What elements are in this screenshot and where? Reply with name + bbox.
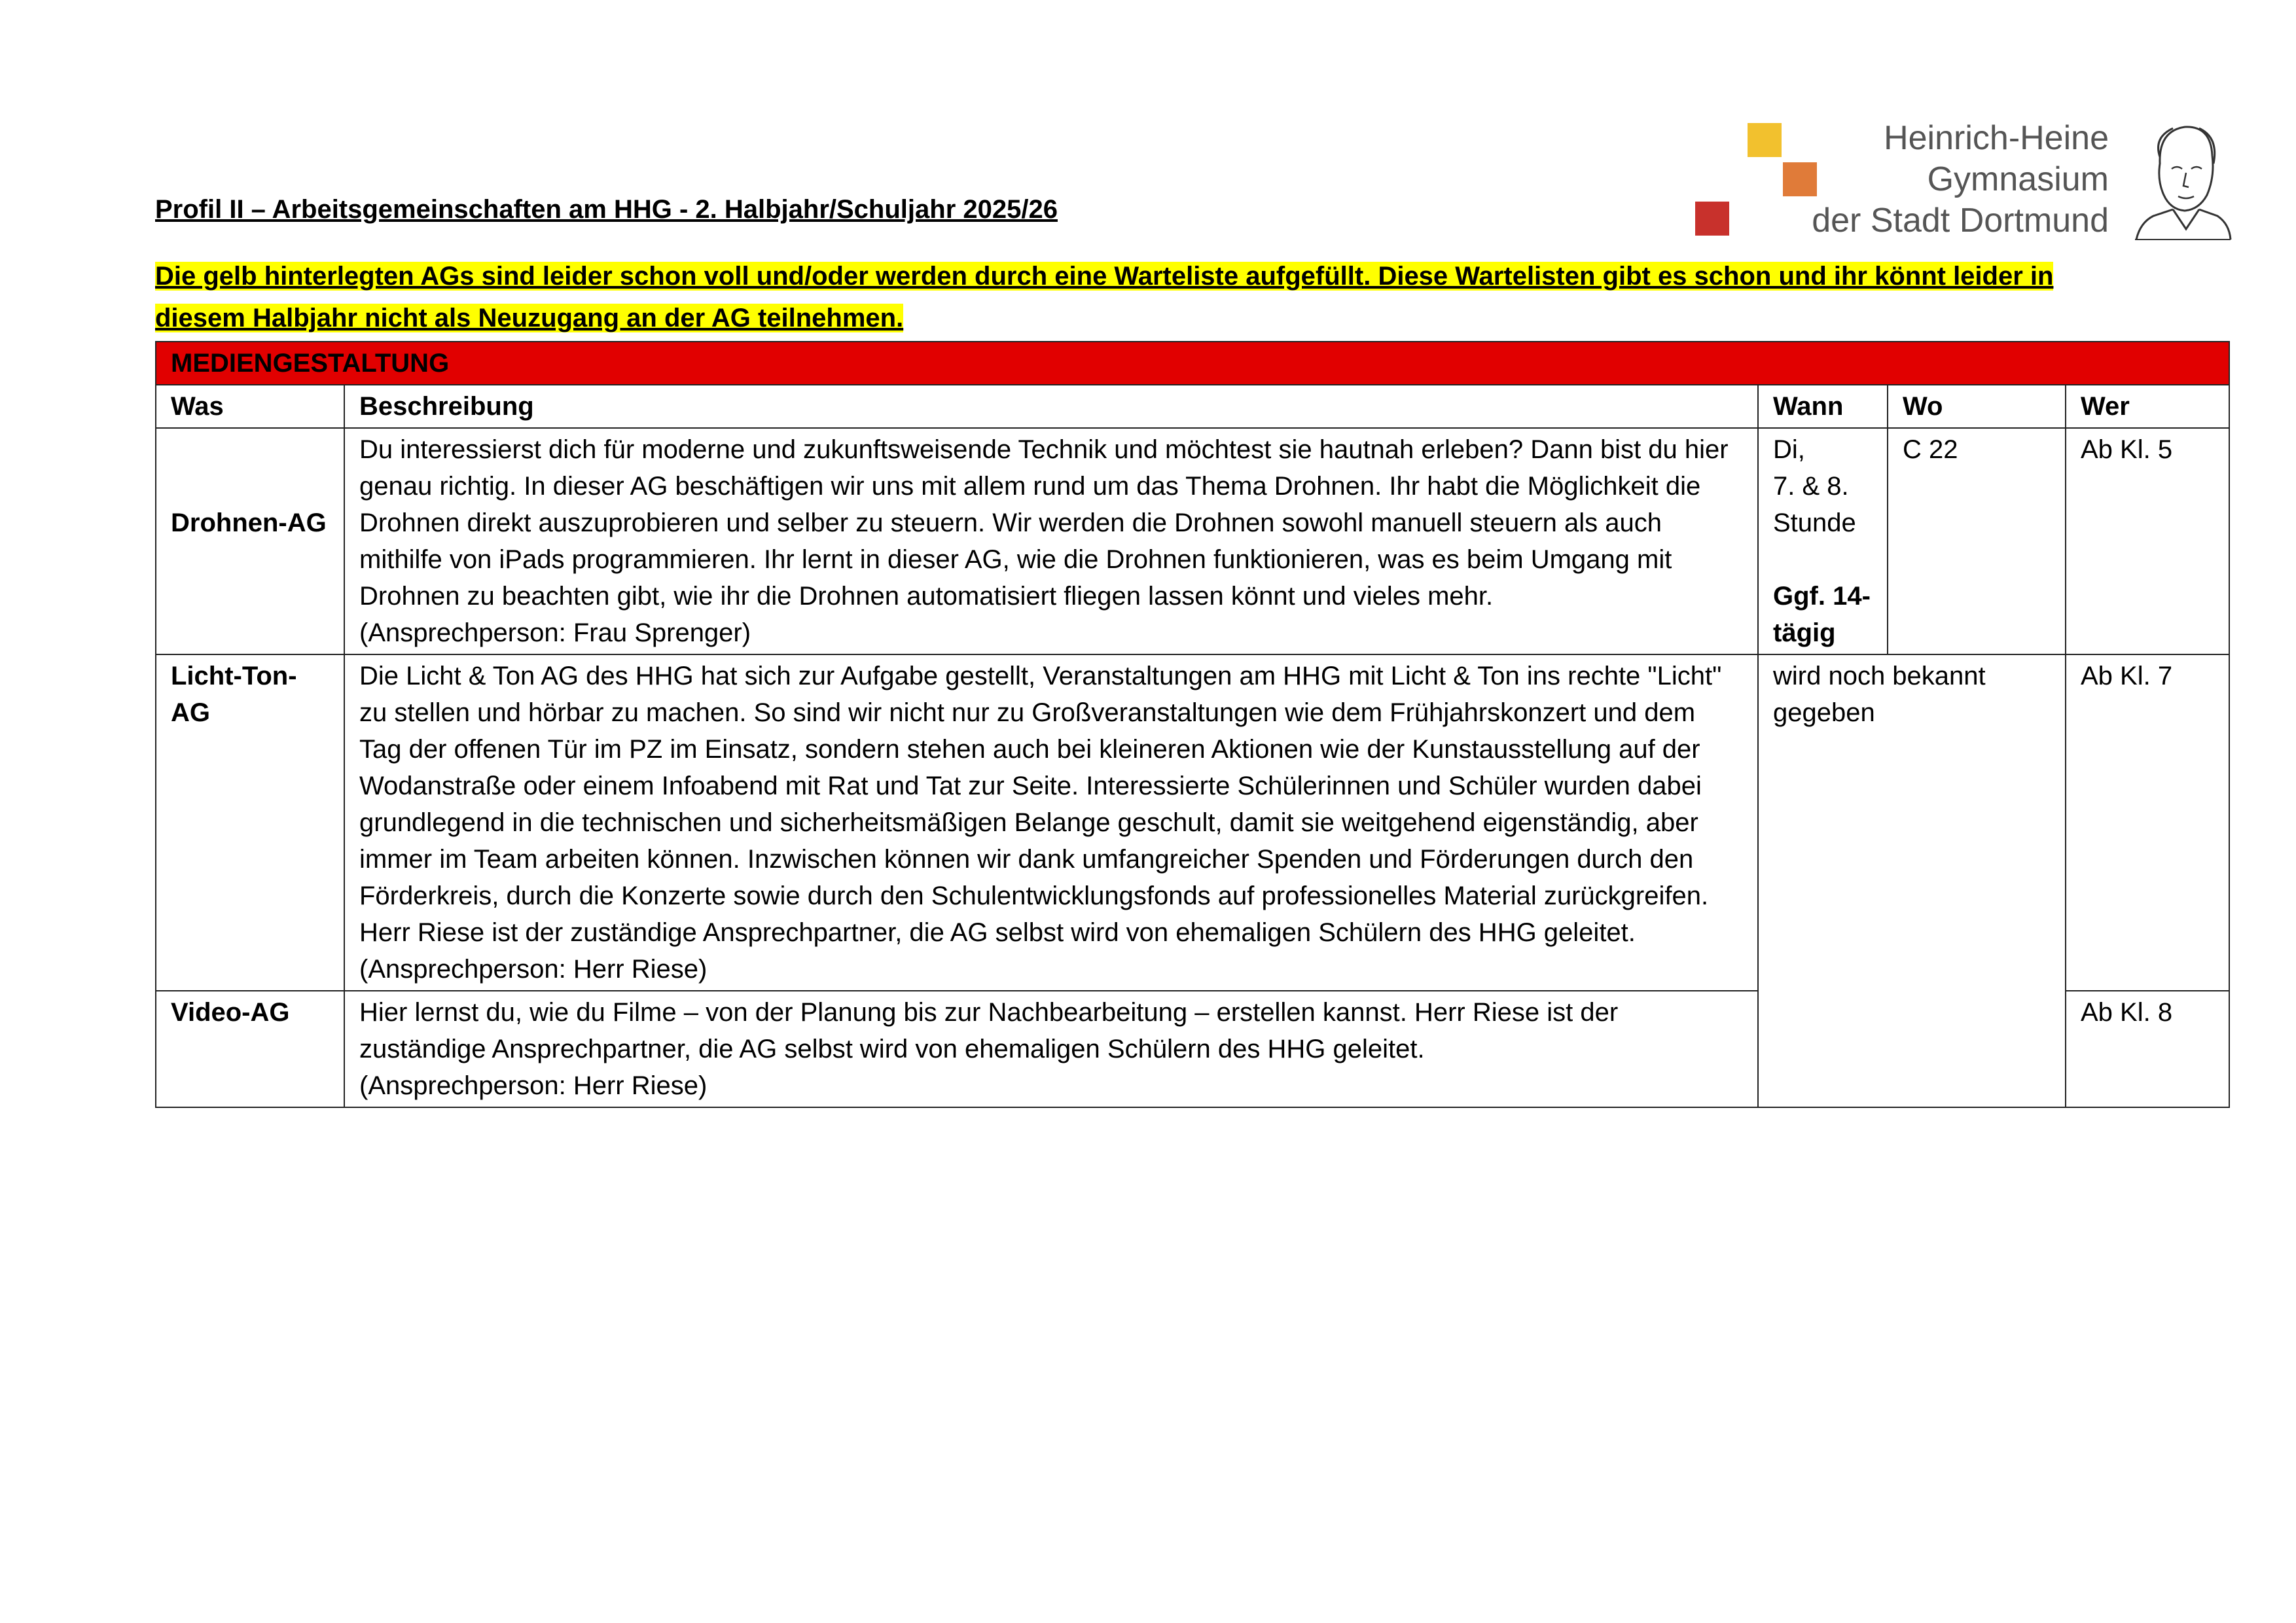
ag-wann-time: Di, 7. & 8. Stunde [1773, 435, 1856, 537]
ag-table [155, 341, 2230, 1108]
logo-line-1: Heinrich-Heine [1884, 119, 2109, 157]
column-header-row [156, 385, 2229, 428]
section-header-row [156, 342, 2229, 385]
ag-description: Hier lernst du, wie du Filme – von der Planung bis zur Nachbearbeitung – erstellen kannst. Herr Riese ist der zuständige Ansprechpartner, die AG selbst wird von ehemaligen Schülern des HHG geleitet. (Ansprechperson: Herr Riese) [344, 991, 1758, 1107]
heine-portrait-icon [2134, 118, 2232, 242]
ag-description: Die Licht & Ton AG des HHG hat sich zur Aufgabe gestellt, Veranstaltungen am HHG mit Licht & Ton ins rechte "Licht" zu stellen und hörbar zu machen. So sind wir nicht nur zu Großveranstaltungen wie dem Frühjahrskonzert und dem Tag der offenen Tür im PZ im Einsatz, sondern stehen auch bei kleineren Aktionen wie der Kunstausstellung auf der Wodanstraße oder einem Infoabend mit Rat und Tat zur Seite. Interessierte Schülerinnen und Schüler wurden dabei grundlegend in die technischen und sicherheitsmäßigen Belange geschult, damit sie weitgehend eigenständig, aber immer im Team arbeiten können. Inzwischen können wir dank umfangreicher Spenden und Förderungen durch den Förderkreis, durch die Konzerte sowie durch den Schulentwicklungsfonds auf professionelles Material zurückgreifen. Herr Riese ist der zuständige Ansprechpartner, die AG selbst wird von ehemaligen Schülern des HHG geleitet. (Ansprechperson: Herr Riese) [344, 654, 1758, 991]
logo-square-yellow [1748, 123, 1782, 157]
ag-name: Drohnen-AG [156, 428, 344, 654]
header-beschreibung: Beschreibung [344, 385, 1758, 428]
ag-wann-note: Ggf. 14-tägig [1773, 582, 1871, 647]
ag-description: Du interessierst dich für moderne und zukunftsweisende Technik und möchtest sie hautnah erleben? Dann bist du hier genau richtig. In dieser AG beschäftigen wir uns mit allem rund um das Thema Drohnen. Ihr habt die Möglichkeit die Drohnen direkt auszuprobieren und selber zu steuern. Wir werden die Drohnen sowohl manuell steuern als auch mithilfe von iPads programmieren. Ihr lernt in dieser AG, wie die Drohnen funktionieren, was es beim Umgang mit Drohnen zu beachten gibt, wie ihr die Drohnen automatisiert fliegen lassen könnt und vieles mehr. (Ansprechperson: Frau Sprenger) [344, 428, 1758, 654]
header-wer: Wer [2066, 385, 2229, 428]
school-logo [1695, 118, 2232, 242]
header-was: Was [156, 385, 344, 428]
table-row [156, 654, 2229, 991]
waitlist-notice-text: Die gelb hinterlegten AGs sind leider schon voll und/oder werden durch eine Warteliste aufgefüllt. Diese Wartelisten gibt es schon und ihr könnt leider in diesem Halbjahr nicht als Neuzugang an der AG teilnehmen. [155, 262, 2054, 332]
ag-wo: C 22 [1888, 428, 2066, 654]
table-row [156, 428, 2229, 654]
ag-wer: Ab Kl. 8 [2066, 991, 2229, 1107]
logo-text [1812, 118, 2109, 241]
ag-wann [1758, 428, 1888, 654]
ag-wer: Ab Kl. 7 [2066, 654, 2229, 991]
header-wann: Wann [1758, 385, 1888, 428]
section-title: MEDIENGESTALTUNG [156, 342, 2229, 385]
logo-line-3: der Stadt Dortmund [1812, 202, 2109, 240]
ag-wer: Ab Kl. 5 [2066, 428, 2229, 654]
waitlist-notice [155, 255, 2119, 339]
logo-line-2: Gymnasium [1927, 160, 2109, 198]
page-title: Profil II – Arbeitsgemeinschaften am HHG - 2. Halbjahr/Schuljahr 2025/26 [155, 195, 1058, 224]
ag-wann-wo: wird noch bekannt gegeben [1758, 654, 2066, 1107]
ag-name: Licht-Ton-AG [156, 654, 344, 991]
header-wo: Wo [1888, 385, 2066, 428]
logo-square-red [1695, 202, 1729, 236]
ag-name: Video-AG [156, 991, 344, 1107]
